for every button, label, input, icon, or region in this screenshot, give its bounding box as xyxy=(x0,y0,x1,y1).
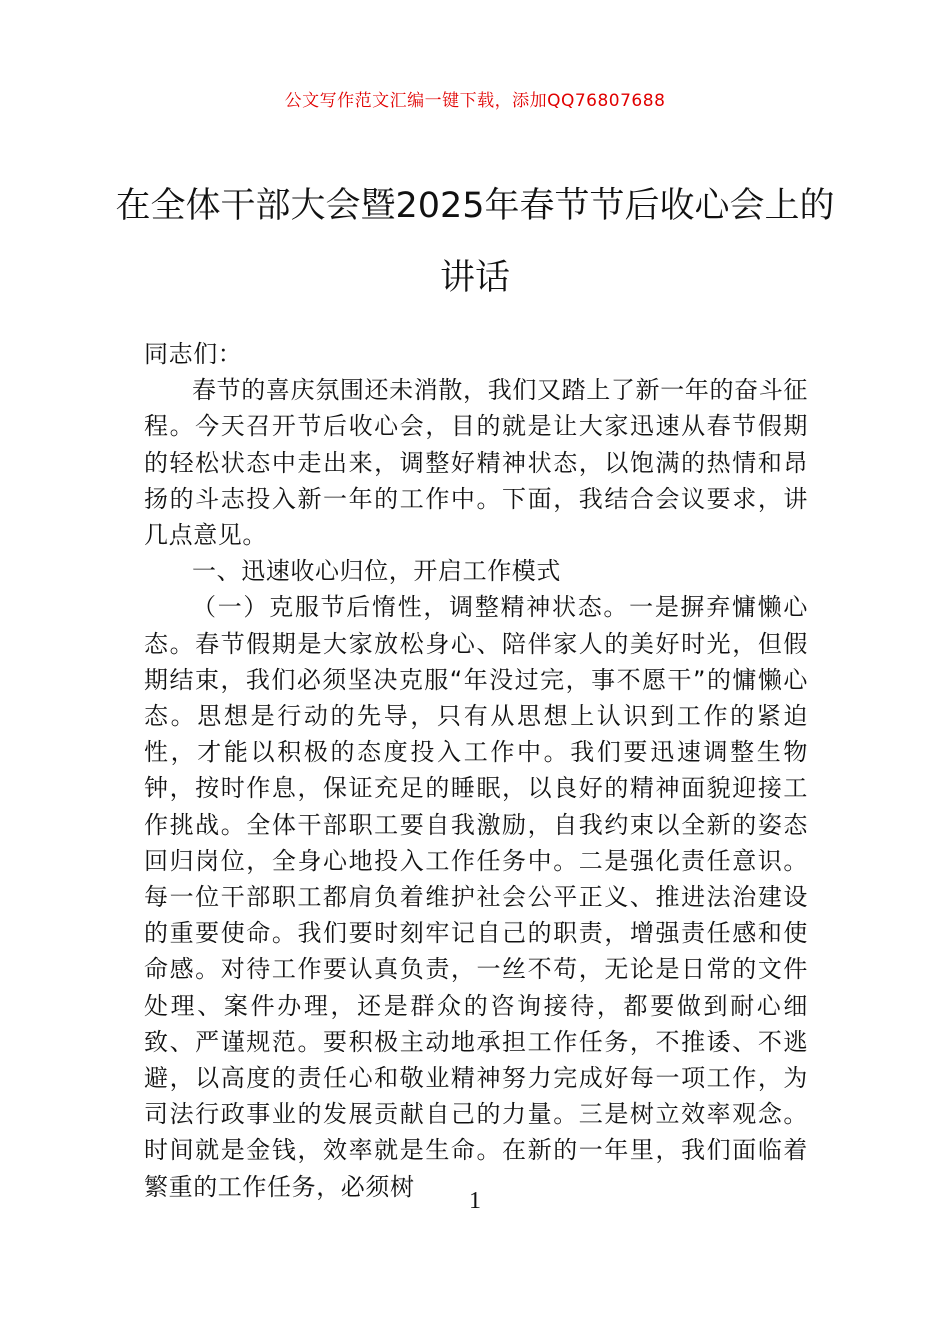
paragraph-subsection: （一）克服节后惰性，调整精神状态。一是摒弃慵懒心态。春节假期是大家放松身心、陪伴家人的美好时光，但假期结束，我们必须坚决克服“年没过完，事不愿干”的慵懒心态。思想是行动的先导，只有从思想上认识到工作的紧迫性，才能以积极的态度投入工作中。我们要迅速调整生物钟，按时作息，保证充足的睡眠，以良好的精神面貌迎接工作挑战。全体干部职工要自我激励，自我约束以全新的姿态回归岗位，全身心地投入工作任务中。二是强化责任意识。每一位干部职工都肩负着维护社会公平正义、推进法治建设的重要使命。我们要时刻牢记自己的职责，增强责任感和使命感。对待工作要认真负责，一丝不苟，无论是日常的文件处理、案件办理，还是群众的咨询接待，都要做到耐心细致、严谨规范。要积极主动地承担工作任务，不推诿、不逃避，以高度的责任心和敬业精神努力完成好每一项工作，为司法行政事业的发展贡献自己的力量。三是树立效率观念。时间就是金钱，效率就是生命。在新的一年里，我们面临着繁重的工作任务，必须树 xyxy=(144,593,808,1201)
document-body xyxy=(144,336,808,1205)
page-number: 1 xyxy=(469,1188,481,1214)
paragraph-intro: 春节的喜庆氛围还未消散，我们又踏上了新一年的奋斗征程。今天召开节后收心会，目的就是让大家迅速从春节假期的轻松状态中走出来，调整好精神状态，以饱满的热情和昂扬的斗志投入新一年的工作中。下面，我结合会议要求，讲几点意见。 xyxy=(144,376,808,550)
salutation: 同志们： xyxy=(144,340,243,368)
download-banner: 公文写作范文汇编一键下载，添加QQ76807688 xyxy=(284,91,666,111)
section-heading: 一、迅速收心归位，开启工作模式 xyxy=(192,557,561,586)
page-title: 在全体干部大会暨2025年春节节后收心会上的讲话 xyxy=(115,186,835,298)
